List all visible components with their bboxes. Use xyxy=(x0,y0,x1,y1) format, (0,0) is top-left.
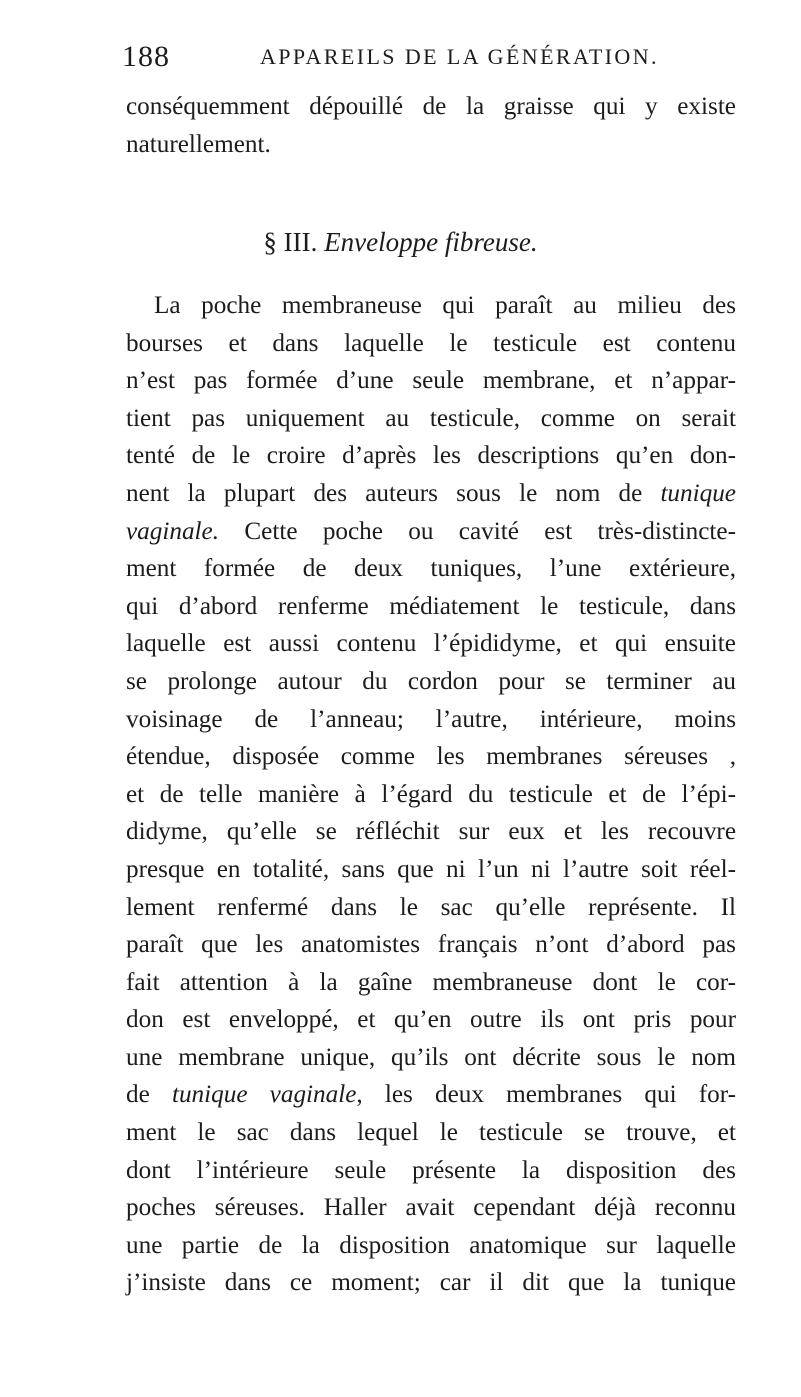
section-number: § III. xyxy=(263,227,318,257)
text-line: lement renfermé dans le sac qu’elle représente. Il xyxy=(126,893,736,921)
text-line: voisinage de l’anneau; l’autre, intérieure, moins xyxy=(126,705,736,733)
section-title: Enveloppe fibreuse. xyxy=(324,227,538,257)
text-line: paraît que les anatomistes français n’ont d’abord pas xyxy=(126,931,736,959)
text-line: j’insiste dans ce moment; car il dit que la tunique xyxy=(126,1269,736,1297)
text-line: une partie de la disposition anatomique sur laquelle xyxy=(126,1231,736,1259)
text-line: nent la plupart des auteurs sous le nom de tunique xyxy=(126,479,736,507)
text-line: étendue, disposée comme les membranes séreuses , xyxy=(126,743,736,771)
italic-phrase: tunique vaginale xyxy=(171,1081,357,1109)
text-line: bourses et dans laquelle le testicule est contenu xyxy=(126,329,736,357)
text-line: de tunique vaginale, les deux membranes qui for- xyxy=(126,1081,737,1109)
italic-phrase: tunique xyxy=(660,479,736,507)
text-line: se prolonge autour du cordon pour se terminer au xyxy=(126,667,736,695)
body-paragraph xyxy=(126,287,736,1302)
page-number: 188 xyxy=(122,40,170,73)
text-line: fait attention à la gaîne membraneuse dont le cor- xyxy=(126,968,736,996)
running-title: APPAREILS DE LA GÉNÉRATION. xyxy=(260,44,659,69)
text-line: qui d’abord renferme médiatement le testicule, dans xyxy=(126,592,736,620)
text-line: ment formée de deux tuniques, l’une extérieure, xyxy=(126,555,736,583)
text-line: don est enveloppé, et qu’en outre ils ont pris pour xyxy=(126,1006,736,1034)
section-heading xyxy=(0,227,801,258)
text-line: vaginale. Cette poche ou cavité est très-distincte- xyxy=(126,517,736,545)
text-line: n’est pas formée d’une seule membrane, et n’appar- xyxy=(126,367,736,395)
text-line: didyme, qu’elle se réfléchit sur eux et les recouvre xyxy=(126,818,736,846)
running-head xyxy=(122,40,732,80)
text-line: poches séreuses. Haller avait cependant déjà reconnu xyxy=(126,1194,736,1222)
text-line: laquelle est aussi contenu l’épididyme, et qui ensuite xyxy=(126,630,736,658)
text-line: une membrane unique, qu’ils ont décrite sous le nom xyxy=(126,1043,736,1071)
text-line: conséquemment dépouillé de la graisse qui y existe xyxy=(126,93,736,120)
italic-phrase: vaginale. xyxy=(126,517,220,545)
text-line: naturellement. xyxy=(126,130,271,158)
text-line: dont l’intérieure seule présente la disposition des xyxy=(126,1156,736,1184)
text-line: tient pas uniquement au testicule, comme on serait xyxy=(126,404,736,432)
text-line: tenté de le croire d’après les descriptions qu’en don- xyxy=(126,442,736,470)
text-line: ment le sac dans lequel le testicule se trouve, et xyxy=(126,1119,736,1147)
text-line: La poche membraneuse qui paraît au milieu des xyxy=(154,292,736,319)
text-line: et de telle manière à l’égard du testicule et de l’épi- xyxy=(126,780,736,808)
continuation-paragraph xyxy=(126,88,736,163)
text-line: presque en totalité, sans que ni l’un ni l’autre soit réel- xyxy=(126,855,736,883)
